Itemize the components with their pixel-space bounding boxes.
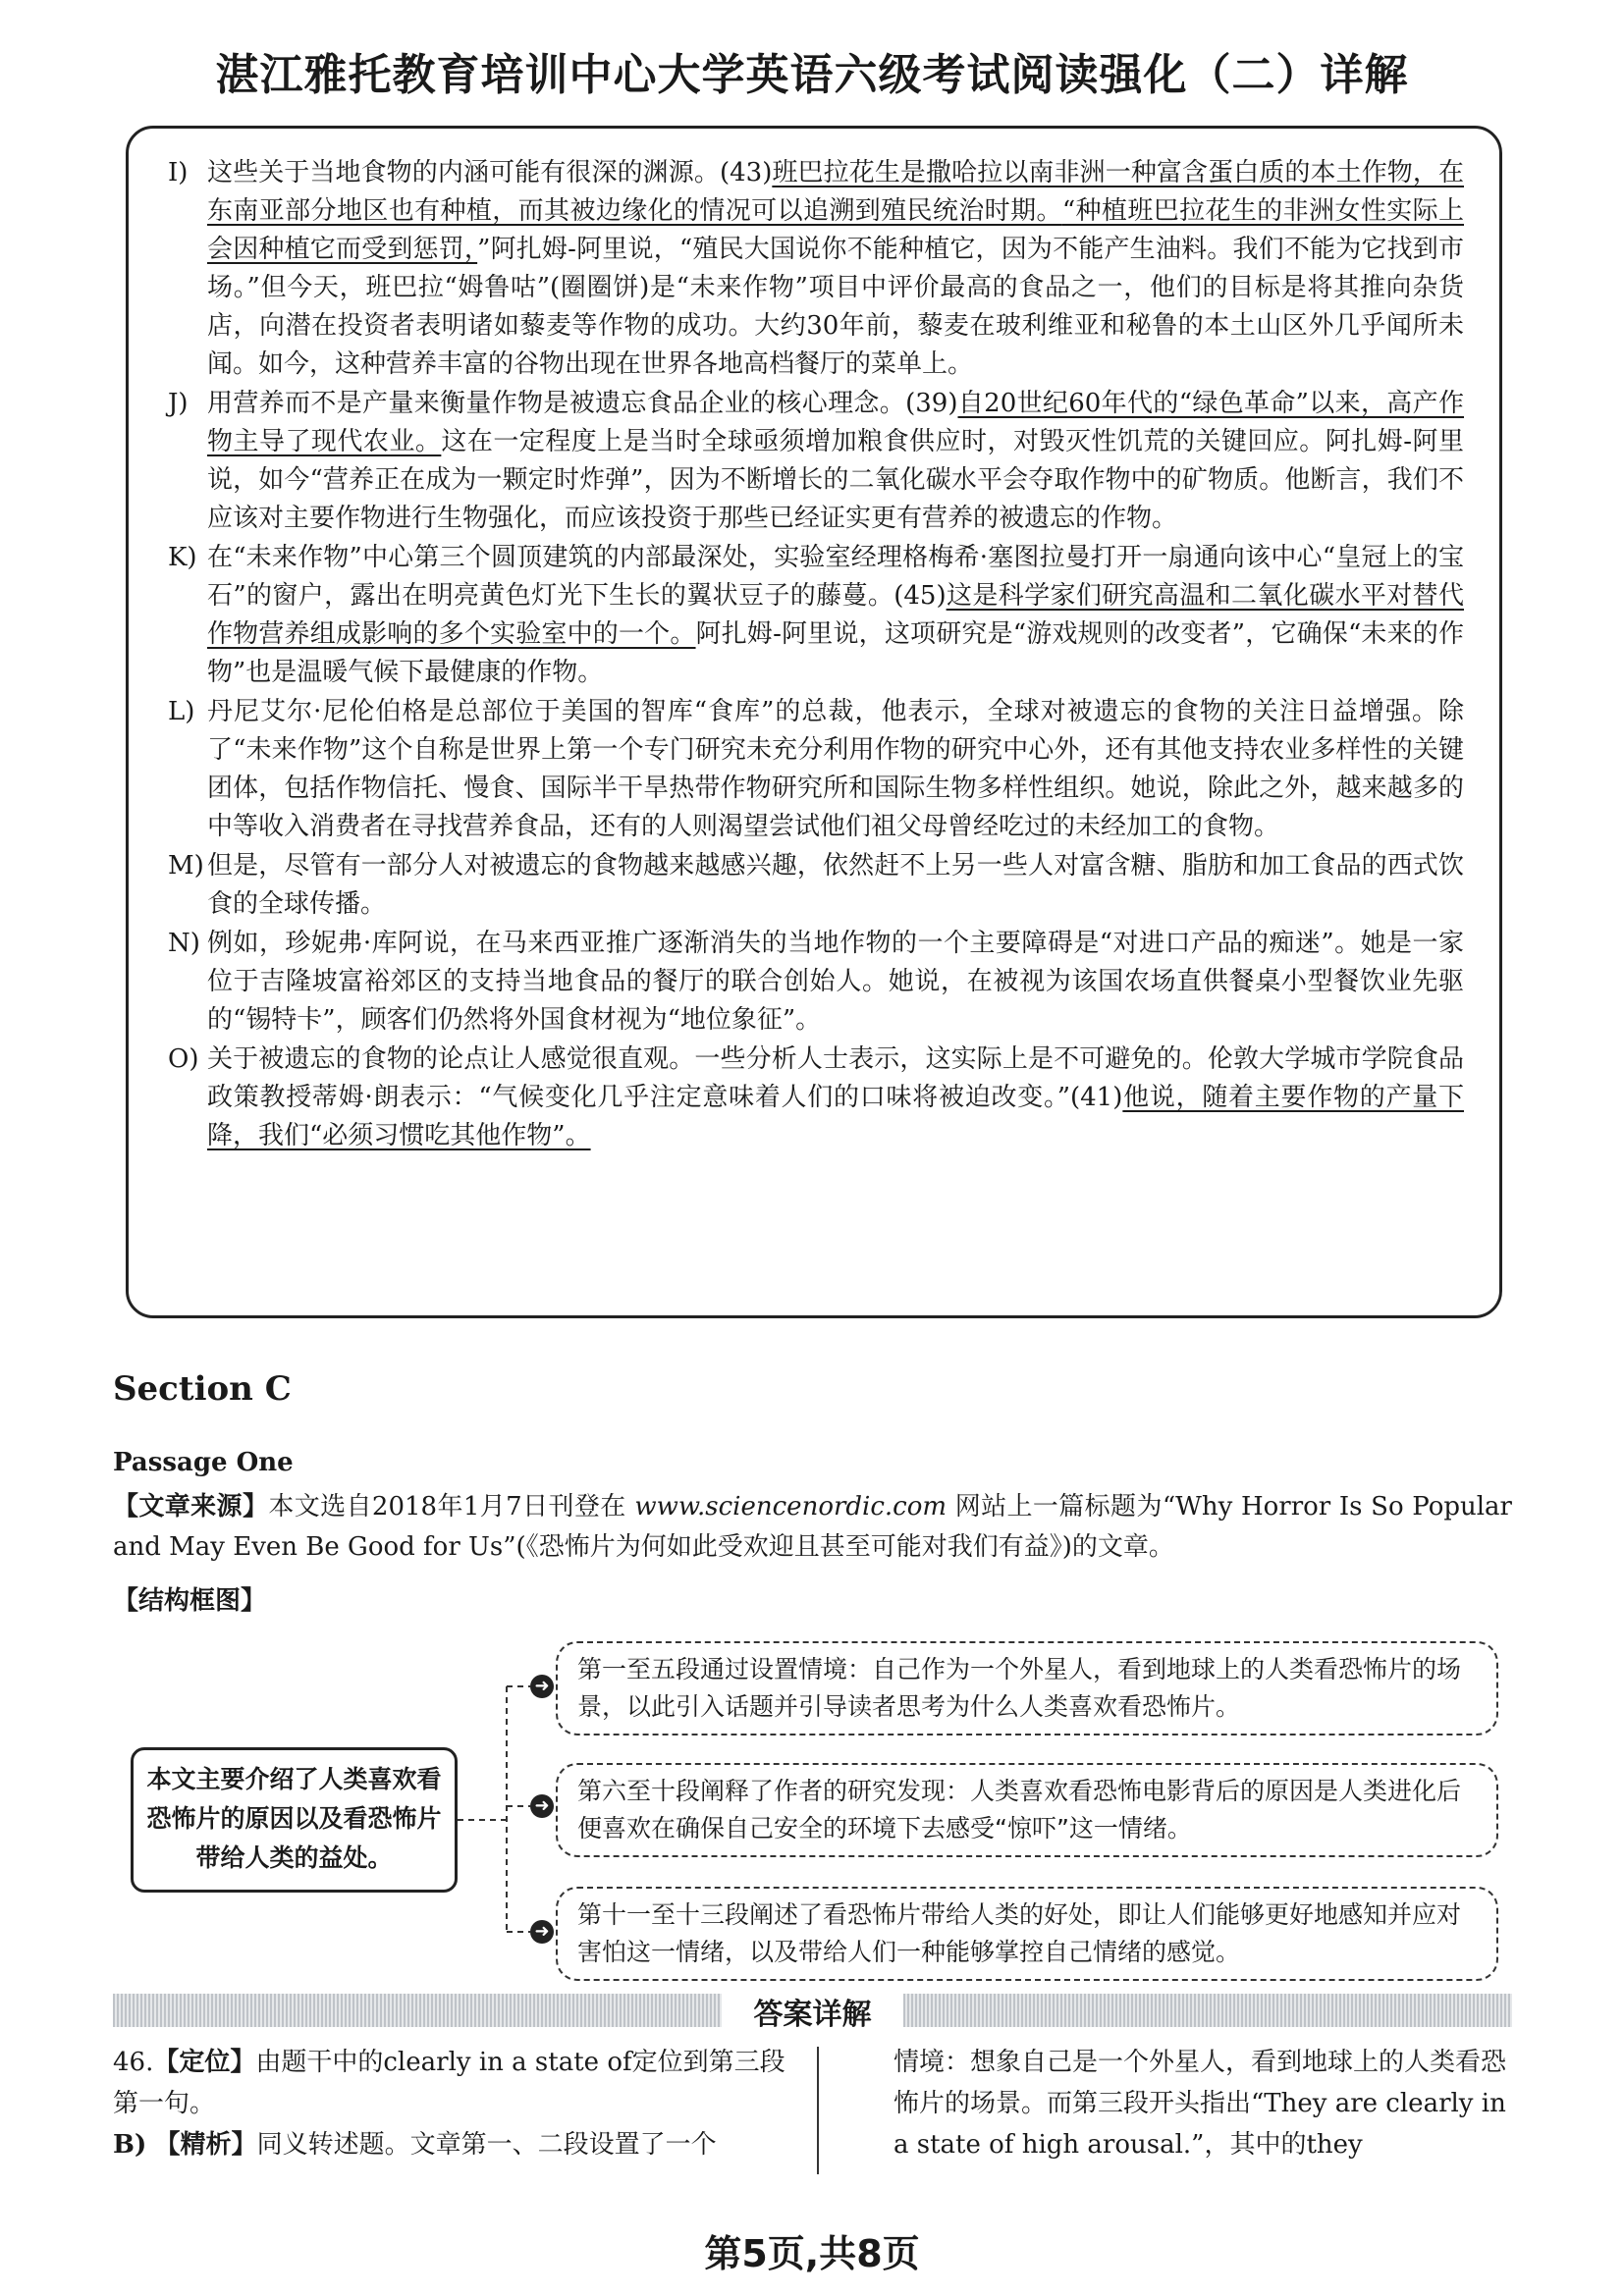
paragraph-label: M) bbox=[168, 851, 204, 881]
structure-label: 【结构框图】 bbox=[113, 1586, 267, 1616]
underlined-answer-text: 自20世纪60年代的“绿色革命”以来，高产作物主导了现代农业。 bbox=[207, 389, 1464, 456]
answer-46-analysis bbox=[113, 2124, 800, 2165]
underlined-answer-text: 这是科学家们研究高温和二氧化碳水平对替代作物营养组成影响的多个实验室中的一个。 bbox=[207, 581, 1464, 649]
paragraph-text: 关于被遗忘的食物的论点让人感觉很直观。一些分析人士表示，这实际上是不可避免的。伦敦大学城市学院食品政策教授蒂姆·朗表示：“气候变化几乎注定意味着人们的口味将被迫改变。”(41) bbox=[207, 1044, 1464, 1112]
page-title: 湛江雅托教育培训中心大学英语六级考试阅读强化（二）详解 bbox=[215, 50, 1409, 100]
passage-title: Passage One bbox=[113, 1448, 294, 1477]
locate-tag: 【定位】 bbox=[153, 2048, 256, 2077]
answers-header bbox=[113, 1988, 1512, 2033]
answer-choice: B) bbox=[113, 2130, 147, 2160]
arrow-right-icon: ➜ bbox=[530, 1794, 554, 1818]
question-number: 46. bbox=[113, 2048, 154, 2077]
arrow-right-icon: ➜ bbox=[530, 1920, 554, 1944]
answer-46-locate bbox=[113, 2042, 800, 2124]
paragraph-text: 这在一定程度上是当时全球亟须增加粮食供应时，对毁灭性饥荒的关键回应。阿扎姆-阿里说，如今“营养正在成为一颗定时炸弹”，因为不断增长的二氧化碳水平会夺取作物中的矿物质。他断言，我们不应该对主要作物进行生物强化，而应该投资于那些已经证实更有营养的被遗忘的作物。 bbox=[207, 427, 1464, 533]
answers-title: 答案详解 bbox=[753, 1998, 872, 2032]
answer-left-column bbox=[113, 2042, 800, 2165]
answer-right-column: 情境：想象自己是一个外星人，看到地球上的人类看恐怖片的场景。而第三段开头指出“They are clearly in a state of high arousal.”，其中的they bbox=[893, 2048, 1507, 2160]
paragraph-label: L) bbox=[168, 697, 195, 726]
structure-branch-3: 第十一至十三段阐述了看恐怖片带给人类的好处，即让人们能够更好地感知并应对害怕这一情绪，以及带给人们一种能够掌控自己情绪的感觉。 bbox=[556, 1887, 1498, 1981]
source-label: 【文章来源】 bbox=[113, 1492, 269, 1522]
paragraph-label: O) bbox=[168, 1044, 199, 1074]
structure-branch-1: 第一至五段通过设置情境：自己作为一个外星人，看到地球上的人类看恐怖片的场景，以此引入话题并引导读者思考为什么人类喜欢看恐怖片。 bbox=[556, 1641, 1498, 1735]
paragraph-text: 阿扎姆-阿里说，这项研究是“游戏规则的改变者”，它确保“未来的作物”也是温暖气候下最健康的作物。 bbox=[207, 619, 1464, 687]
analysis-text: 同义转述题。文章第一、二段设置了一个 bbox=[256, 2130, 717, 2160]
source-text-1: 本文选自2018年1月7日刊登在 bbox=[268, 1492, 626, 1522]
paragraph-text: 在“未来作物”中心第三个圆顶建筑的内部最深处，实验室经理格梅希·塞图拉曼打开一扇通向该中心“皇冠上的宝石”的窗户，露出在明亮黄色灯光下生长的翼状豆子的藤蔓。(45) bbox=[207, 543, 1464, 611]
underlined-answer-text: 他说，随着主要作物的产量下降，我们“必须习惯吃其他作物”。 bbox=[207, 1083, 1464, 1150]
paragraph-label: N) bbox=[168, 929, 200, 958]
paragraph-text: 例如，珍妮弗·库阿说，在马来西亚推广逐渐消失的当地作物的一个主要障碍是“对进口产品的痴迷”。她是一家位于吉隆坡富裕郊区的支持当地食品的餐厅的联合创始人。她说，在被视为该国农场直供餐桌小型餐饮业先驱的“锡特卡”，顾客们仍然将外国食材视为“地位象征”。 bbox=[207, 929, 1464, 1035]
paragraph-text: 丹尼艾尔·尼伦伯格是总部位于美国的智库“食库”的总裁，他表示，全球对被遗忘的食物的关注日益增强。除了“未来作物”这个自称是世界上第一个专门研究未充分利用作物的研究中心外，还有其他支持农业多样性的关键团体，包括作物信托、慢食、国际半干旱热带作物研究所和国际生物多样性组织。她说，除此之外，越来越多的中等收入消费者在寻找营养食品，还有的人则渴望尝试他们祖父母曾经吃过的未经加工的食物。 bbox=[207, 697, 1464, 841]
analysis-tag: 【精析】 bbox=[154, 2130, 257, 2160]
paragraph-label: K) bbox=[168, 543, 197, 572]
section-title: Section C bbox=[113, 1369, 292, 1409]
paragraph-label: I) bbox=[168, 158, 189, 187]
arrow-right-icon: ➜ bbox=[530, 1675, 554, 1698]
structure-main-box: 本文主要介绍了人类喜欢看恐怖片的原因以及看恐怖片带给人类的益处。 bbox=[131, 1747, 458, 1893]
paragraph-text: ”阿扎姆-阿里说，“殖民大国说你不能种植它，因为不能产生油料。我们不能为它找到市场。”但今天，班巴拉“姆鲁咕”(圈圈饼)是“未来作物”项目中评价最高的食品之一，他们的目标是将其推向杂货店，向潜在投资者表明诸如藜麦等作物的成功。大约30年前，藜麦在玻利维亚和秘鲁的本土山区外几乎闻所未闻。如今，这种营养丰富的谷物出现在世界各地高档餐厅的菜单上。 bbox=[207, 235, 1464, 379]
source-site: www.sciencenordic.com bbox=[634, 1492, 947, 1522]
structure-branch-2: 第六至十段阐释了作者的研究发现：人类喜欢看恐怖电影背后的原因是人类进化后便喜欢在确保自己安全的环境下去感受“惊吓”这一情绪。 bbox=[556, 1763, 1498, 1857]
paragraph-text: 用营养而不是产量来衡量作物是被遗忘食品企业的核心理念。(39) bbox=[207, 389, 958, 418]
source-text-2: 网站上一篇标题为“Why Horror Is So Popular and May Even Be Good for Us”(《恐怖片为何如此受欢迎且甚至可能对我们有益》)的文章。 bbox=[113, 1492, 1512, 1562]
page-number: 第5页,共8页 bbox=[704, 2232, 920, 2275]
band-pattern-right bbox=[903, 1994, 1512, 2027]
paragraph-text: 这些关于当地食物的内涵可能有很深的渊源。(43) bbox=[207, 158, 773, 187]
underlined-answer-text: “种植班巴拉花生的非洲女性实际上会因种植它而受到惩罚， bbox=[207, 196, 1464, 264]
paragraph-text: 但是，尽管有一部分人对被遗忘的食物越来越感兴趣，依然赶不上另一些人对富含糖、脂肪和加工食品的西式饮食的全球传播。 bbox=[207, 851, 1464, 919]
column-divider bbox=[817, 2047, 819, 2174]
paragraph-label: J) bbox=[168, 389, 189, 418]
band-pattern-left bbox=[113, 1994, 722, 2027]
underlined-answer-text: 班巴拉花生是撒哈拉以南非洲一种富含蛋白质的本土作物，在东南亚部分地区也有种植，而其被边缘化的情况可以追溯到殖民统治时期。 bbox=[207, 158, 1464, 226]
locate-text: 由题干中的clearly in a state of定位到第三段第一句。 bbox=[113, 2048, 785, 2118]
